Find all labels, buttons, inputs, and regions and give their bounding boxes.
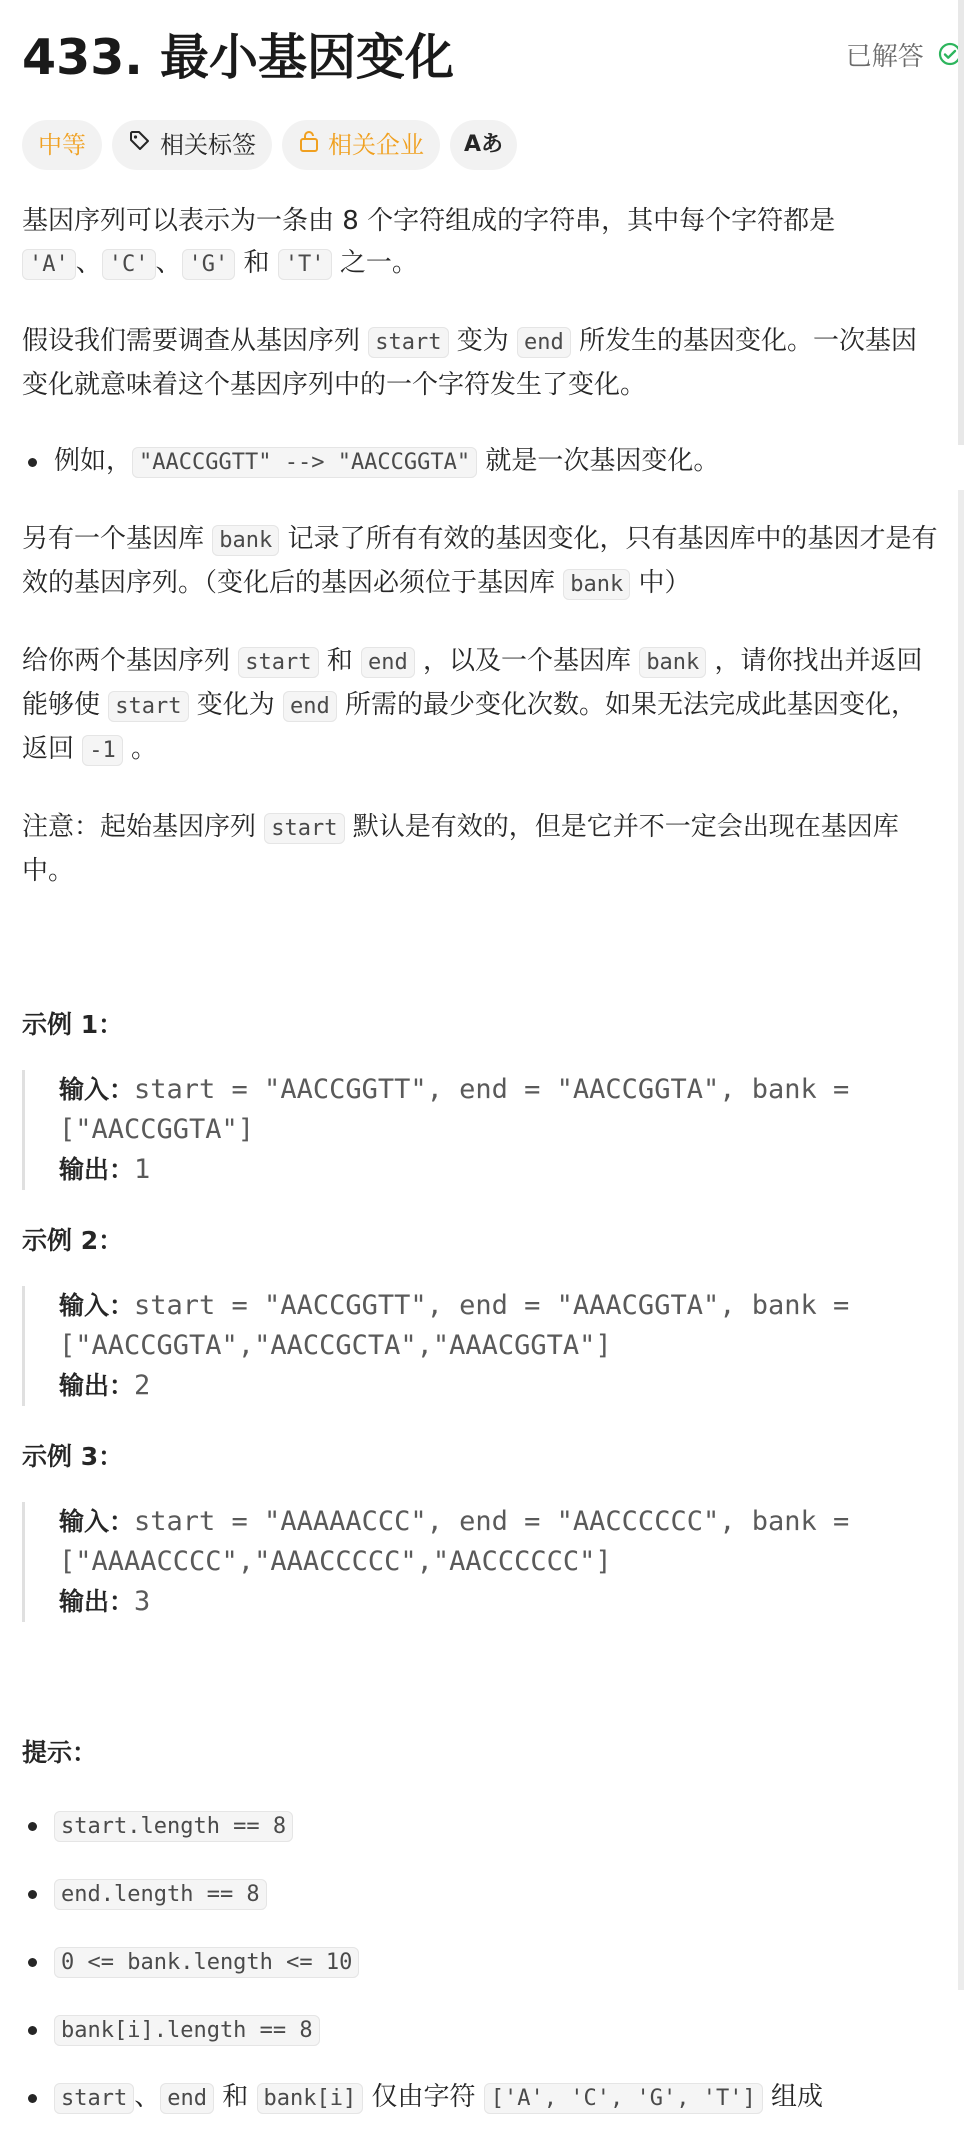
- code-t: 'T': [278, 249, 332, 280]
- paragraph-4: [22, 640, 942, 772]
- code-start: start: [368, 327, 448, 358]
- text: 。: [122, 734, 158, 764]
- code-start: start: [264, 813, 344, 844]
- related-tags-label: 相关标签: [160, 131, 256, 159]
- example-output: 1: [134, 1154, 151, 1185]
- example-block: [22, 1502, 942, 1622]
- paragraph-1: [22, 200, 942, 286]
- text: 记录了所有有效的基因变化，只有基因库中的基因才是有效的基因序列。（变化后的基因必须位于基因库: [22, 524, 938, 598]
- code-bank: bank: [563, 569, 630, 600]
- text: 和: [318, 646, 362, 676]
- solved-label: 已解答: [845, 42, 924, 72]
- scrollbar-track[interactable]: [958, 490, 964, 1990]
- solved-status: [846, 40, 962, 75]
- related-companies-button[interactable]: [282, 120, 440, 170]
- paragraph-3: [22, 518, 942, 606]
- text: 所需的最少变化次数。如果无法完成此基因变化，返回: [22, 690, 918, 764]
- text: 和: [214, 2082, 257, 2112]
- text: 假设我们需要调查从基因序列: [22, 326, 369, 356]
- hint-code: ['A', 'C', 'G', 'T']: [484, 2083, 763, 2114]
- code-neg1: -1: [82, 735, 123, 766]
- text: 、: [134, 2082, 161, 2112]
- text: ，请你找出并返回能够使: [22, 646, 923, 720]
- paragraph-2: [22, 320, 942, 406]
- related-companies-label: 相关企业: [328, 131, 424, 159]
- code-end: end: [361, 647, 415, 678]
- hints-list: [22, 1804, 942, 2120]
- output-label: 输出：: [59, 1371, 135, 1400]
- code-c: 'C': [102, 249, 156, 280]
- text: 组成: [762, 2082, 823, 2112]
- input-label: 输入：: [59, 1507, 135, 1536]
- output-label: 输出：: [59, 1587, 135, 1616]
- list-item: [22, 2008, 942, 2052]
- example-input: start = "AAAAACCC", end = "AACCCCCC", bank = ["AAAACCCC","AAACCCCC","AACCCCCC"]: [59, 1506, 850, 1577]
- problem-description: [22, 200, 942, 2144]
- text: 默认是有效的，但是它并不一定会出现在基因库中。: [22, 812, 899, 886]
- code-bank: bank: [212, 525, 279, 556]
- text: 就是一次基因变化。: [477, 446, 720, 476]
- tag-icon: [128, 120, 152, 170]
- code-mutation: "AACCGGTT" --> "AACCGGTA": [132, 447, 477, 478]
- input-label: 输入：: [59, 1075, 135, 1104]
- example-output: 3: [134, 1586, 151, 1617]
- related-tags-button[interactable]: [112, 120, 272, 170]
- example-input: start = "AACCGGTT", end = "AACCGGTA", bank = ["AACCGGTA"]: [59, 1074, 850, 1145]
- hint-code: bank[i]: [257, 2083, 364, 2114]
- text: 另有一个基因库: [22, 524, 213, 554]
- text: 基因序列可以表示为一条由 8 个字符组成的字符串，其中每个字符都是: [22, 206, 836, 236]
- scrollbar-track-top[interactable]: [958, 0, 964, 445]
- example-heading: 示例 2：: [22, 1226, 124, 1255]
- code-a: 'A': [22, 249, 76, 280]
- text: 、: [75, 248, 102, 278]
- text: 注意：起始基因序列: [22, 812, 265, 842]
- hint-code: 0 <= bank.length <= 10: [54, 1947, 359, 1978]
- tag-bar: [22, 120, 517, 170]
- example-2: [22, 1220, 942, 1406]
- hint-code: start: [54, 2083, 134, 2114]
- code-start: start: [108, 691, 188, 722]
- list-item: [22, 1940, 942, 1984]
- example-block: [22, 1286, 942, 1406]
- difficulty-label: 中等: [38, 131, 86, 159]
- code-end: end: [517, 327, 571, 358]
- text: 、: [155, 248, 182, 278]
- hint-code: start.length == 8: [54, 1811, 293, 1842]
- hint-code: end: [160, 2083, 214, 2114]
- example-3: [22, 1436, 942, 1622]
- text: 和: [235, 248, 278, 278]
- list-item: [22, 1872, 942, 1916]
- title-row: [22, 28, 942, 88]
- text: 中）: [630, 568, 691, 598]
- text: 变化为: [188, 690, 284, 720]
- example-1: [22, 1004, 942, 1190]
- lock-icon: [298, 120, 320, 170]
- example-output: 2: [134, 1370, 151, 1401]
- text: 例如，: [54, 446, 133, 476]
- hint-code: bank[i].length == 8: [54, 2015, 320, 2046]
- hints-heading: 提示：: [22, 1738, 98, 1767]
- text: 所发生的基因变化。一次基因变化就意味着这个基因序列中的一个字符发生了变化。: [22, 326, 918, 400]
- code-end: end: [283, 691, 337, 722]
- text: 仅由字符: [363, 2082, 484, 2112]
- output-label: 输出：: [59, 1155, 135, 1184]
- example-block: [22, 1070, 942, 1190]
- hint-code: end.length == 8: [54, 1879, 267, 1910]
- text: 之一。: [331, 248, 418, 278]
- example-heading: 示例 1：: [22, 1010, 124, 1039]
- difficulty-tag[interactable]: [22, 120, 102, 170]
- list-item: [22, 440, 942, 484]
- list-item: [22, 2076, 942, 2120]
- paragraph-5: [22, 806, 942, 892]
- text: 给你两个基因序列: [22, 646, 239, 676]
- translate-button[interactable]: [450, 120, 517, 170]
- code-g: 'G': [182, 249, 236, 280]
- code-bank: bank: [639, 647, 706, 678]
- list-item: [22, 1804, 942, 1848]
- code-start: start: [238, 647, 318, 678]
- example-input: start = "AACCGGTT", end = "AAACGGTA", bank = ["AACCGGTA","AACCGCTA","AAACGGTA"]: [59, 1290, 850, 1361]
- example-list: [22, 440, 942, 484]
- translate-icon: Aあ: [464, 132, 504, 157]
- text: 变为: [448, 326, 518, 356]
- text: ，以及一个基因库: [414, 646, 640, 676]
- problem-title: 433. 最小基因变化: [22, 29, 454, 86]
- input-label: 输入：: [59, 1291, 135, 1320]
- example-heading: 示例 3：: [22, 1442, 124, 1471]
